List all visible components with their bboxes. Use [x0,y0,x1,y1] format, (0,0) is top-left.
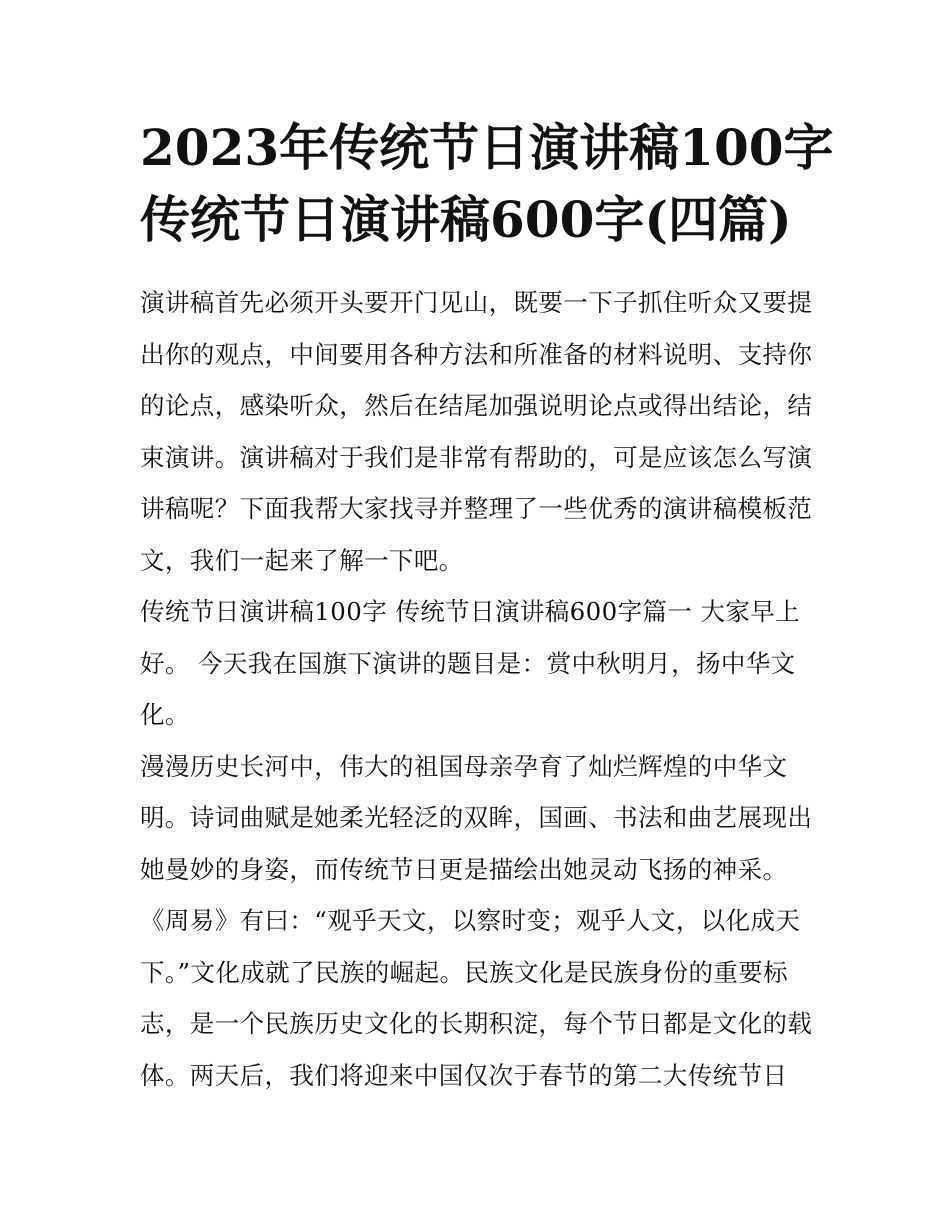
body-line: 讲稿呢？下面我帮大家找寻并整理了一些优秀的演讲稿模板范 [140,494,813,523]
body-line: 志，是一个民族历史文化的长期积淀，每个节日都是文化的载 [140,1009,813,1038]
body-line: 文，我们一起来了解一下吧。 [140,545,464,575]
body-line: 她曼妙的身姿，而传统节日更是描绘出她灵动飞扬的神采。 [140,854,788,884]
body-line: 漫漫历史长河中，伟大的祖国母亲孕育了灿烂辉煌的中华文 [140,751,788,781]
body-line: 好。 今天我在国旗下演讲的题目是：赏中秋明月，扬中华文 [140,648,796,678]
document-title [140,112,834,256]
body-line: 演讲稿首先必须开头要开门见山，既要一下子抓住听众又要提 [140,288,813,317]
title-line: 传统节日演讲稿600字(四篇) [140,190,792,249]
body-line: 的论点，感染听众，然后在结尾加强说明论点或得出结论，结 [140,391,813,420]
title-line: 2023年传统节日演讲稿100字 [140,118,834,177]
body-line: 体。两天后，我们将迎来中国仅次于春节的第二大传统节日 [140,1060,788,1090]
body-line: 出你的观点，中间要用各种方法和所准备的材料说明、支持你 [140,339,813,369]
body-line: 下。”文化成就了民族的崛起。民族文化是民族身份的重要标 [140,957,789,987]
body-line: 化。 [140,700,190,729]
body-line: 明。诗词曲赋是她柔光轻泛的双眸，国画、书法和曲艺展现出 [140,803,813,832]
body-line: 束演讲。演讲稿对于我们是非常有帮助的，可是应该怎么写演 [140,442,813,472]
body-line: 传统节日演讲稿100字 传统节日演讲稿600字篇一 大家早上 [140,597,801,626]
document-body [140,277,830,1101]
body-line: 《周易》有曰：“观乎天文，以察时变；观乎人文，以化成天 [140,906,801,935]
